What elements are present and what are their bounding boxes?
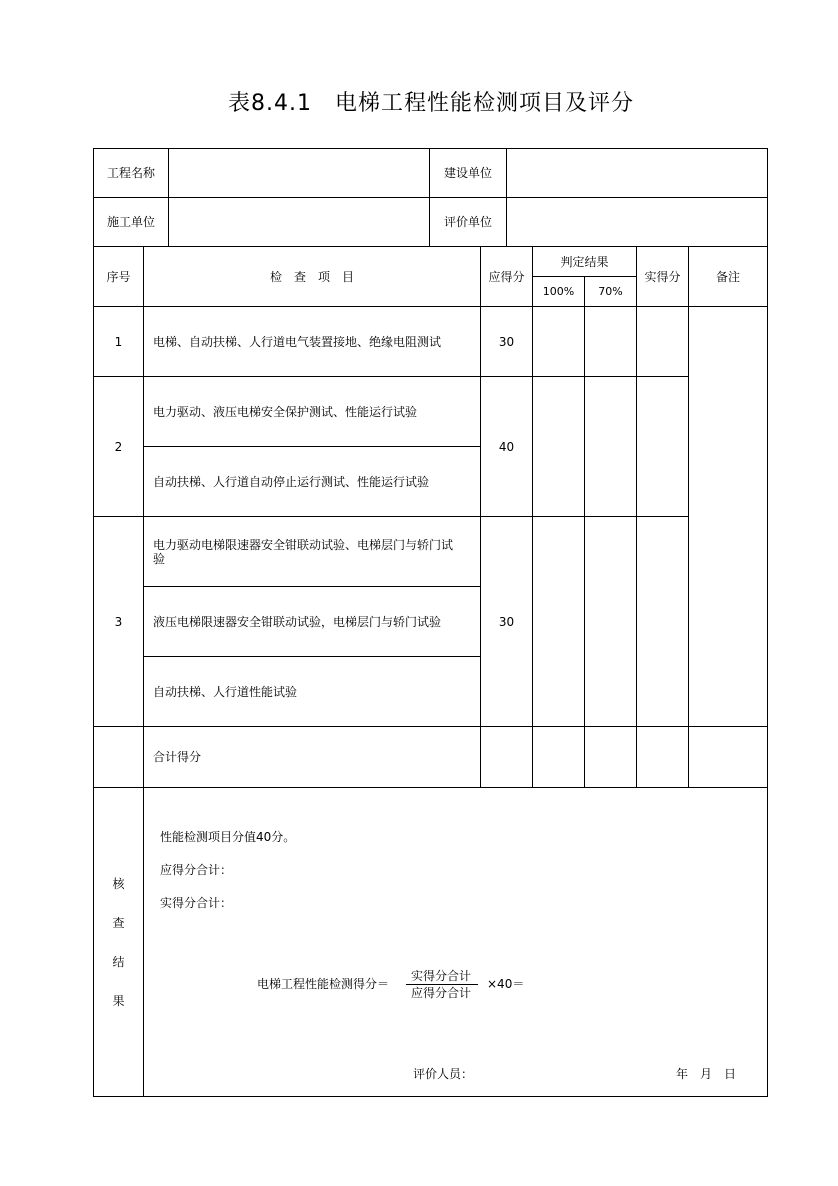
header-pct100: 100%	[542, 284, 575, 298]
construction-unit-label: 建设单位	[443, 166, 492, 180]
page-title: 表8.4.1 电梯工程性能检测项目及评分	[228, 91, 634, 116]
check-label-char: 结	[112, 955, 125, 969]
table-rule	[506, 148, 507, 246]
header-judgement: 判定结果	[560, 254, 609, 269]
row-score: 40	[498, 439, 515, 454]
table-border-right	[767, 148, 768, 1097]
actual-total-label: 实得分合计：	[160, 896, 233, 910]
due-total-label: 应得分合计：	[160, 863, 233, 877]
table-border-bottom	[93, 1096, 768, 1097]
table-rule	[532, 246, 533, 787]
check-item: 自动扶梯、人行道自动停止运行测试、性能运行试验	[153, 474, 430, 489]
evaluator-label: 评价人员：	[413, 1067, 474, 1081]
header-due-score: 应得分	[488, 269, 525, 284]
builder-label: 施工单位	[106, 215, 155, 229]
formula-left: 电梯工程性能检测得分＝	[257, 977, 390, 991]
check-item: 电力驱动、液压电梯安全保护测试、性能运行试验	[153, 404, 418, 419]
formula-right: ×40＝	[487, 977, 525, 991]
check-label-char: 果	[112, 994, 125, 1008]
table-rule	[168, 148, 169, 246]
check-item: 自动扶梯、人行道性能试验	[153, 684, 298, 699]
check-item: 液压电梯限速器安全钳联动试验，电梯层门与轿门试验	[153, 614, 442, 629]
check-item: 电力驱动电梯限速器安全钳联动试验、电梯层门与轿门试验	[153, 537, 454, 566]
check-label-char: 核	[112, 877, 125, 891]
total-label: 合计得分	[153, 750, 202, 764]
row-score: 30	[498, 334, 515, 349]
formula-denominator: 应得分合计	[410, 986, 471, 1000]
date-label: 年 月 日	[676, 1067, 737, 1081]
table-rule	[93, 787, 768, 788]
table-rule	[688, 246, 689, 787]
header-pct70: 70%	[598, 284, 623, 298]
evaluator-unit-label: 评价单位	[443, 215, 492, 229]
row-seq: 3	[114, 614, 123, 629]
header-remarks: 备注	[715, 269, 740, 284]
formula-numerator: 实得分合计	[410, 969, 471, 983]
check-note: 性能检测项目分值40分。	[160, 830, 296, 844]
header-item: 检 查 项 目	[269, 269, 354, 284]
header-seq: 序号	[106, 269, 131, 284]
table-rule	[636, 246, 637, 787]
table-rule	[584, 276, 585, 787]
header-actual-score: 实得分	[644, 269, 681, 284]
fraction-bar	[406, 984, 478, 985]
check-label-char: 查	[112, 916, 125, 930]
row-score: 30	[498, 614, 515, 629]
row-seq: 2	[114, 439, 123, 454]
row-seq: 1	[114, 334, 123, 349]
check-item: 电梯、自动扶梯、人行道电气装置接地、绝缘电阻测试	[153, 334, 442, 349]
project-name-label: 工程名称	[106, 166, 155, 180]
table-rule	[143, 246, 144, 1096]
